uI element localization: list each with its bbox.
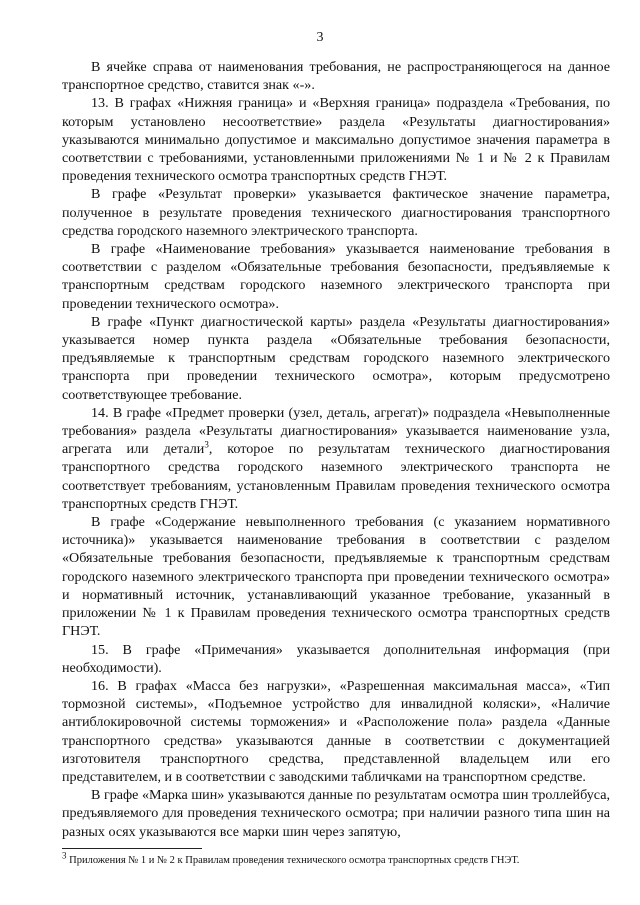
body-text [62, 58, 610, 841]
paragraph-16: 16. В графах «Масса без нагрузки», «Разрешенная максимальная масса», «Тип тормозной системы», «Подъемное устройство для инвалидной коляски», «Наличие антиблокировочной системы торможения» и «Расположение пола» раздела «Данные транспортного средства» указываются данные в соответствии с документацией изготовителя транспортного средства, представленной владельцем или его представителем, и в соответствии с заводскими табличками на транспортном средстве. [62, 677, 610, 785]
paragraph-requirement-name: В графе «Наименование требования» указывается наименование требования в соответствии с разделом «Обязательные требования безопасности, предъявляемые к транспортным средствам городского наземного электрического транспорта при проведении технического осмотра». [62, 241, 610, 312]
paragraph-unmet-requirement: В графе «Содержание невыполненного требования (с указанием нормативного источника)» указывается наименование требования в соответствии с разделом «Обязательные требования безопасности, предъявляемые к транспортным средствам городского наземного электрического транспорта при проведении технического осмотра» и нормативный источник, устанавливающий указанное требование, указанный в приложении № 1 к Правилам проведения технического осмотра транспортных средств ГНЭТ. [62, 514, 610, 640]
paragraph-14-text: 14. В графе «Предмет проверки (узел, деталь, агрегат)» подраздела «Невыполненные требования» раздела «Результаты диагностирования» указывается наименование узла, агрегата или детали [62, 404, 610, 458]
paragraph-15: 15. В графе «Примечания» указывается дополнительная информация (при необходимости). [62, 641, 610, 676]
footnote [62, 850, 610, 867]
paragraph-14-text-continued: , которое по результатам технического диагностирования транспортного средства городского наземного электрического транспорта не соответствует требованиям, установленным Правилам проведения технического осмотра транспортных средств ГНЭТ. [62, 441, 610, 512]
paragraph-empty-cell-sign: В ячейке справа от наименования требования, не распространяющегося на данное транспортное средство, ставится знак «-». [62, 59, 610, 94]
page-number: 3 [316, 30, 324, 45]
footnote-text: Приложения № 1 и № 2 к Правилам проведения технического осмотра транспортных средств ГНЭТ. [66, 855, 520, 866]
paragraph-tire-brand: В графе «Марка шин» указываются данные по результатам осмотра шин троллейбуса, предъявляемого для проведения технического осмотра; при наличии разного типа шин на разных осях указываются все марки шин через запятую, [62, 787, 610, 840]
footnote-separator [62, 848, 202, 849]
paragraph-14 [62, 404, 610, 513]
paragraph-diagnostic-card-item: В графе «Пункт диагностической карты» раздела «Результаты диагностирования» указывается номер пункта раздела «Обязательные требования безопасности, предъявляемые к транспортным средствам городского наземного электрического транспорта при проведении технического осмотра», которым предусмотрено соответствующее требование. [62, 313, 610, 403]
paragraph-check-result: В графе «Результат проверки» указывается фактическое значение параметра, полученное в результате проведения технического диагностирования транспортного средства городского наземного электрического транспорта. [62, 186, 610, 239]
paragraph-13: 13. В графах «Нижняя граница» и «Верхняя граница» подраздела «Требования, по которым установлено несоответствие» раздела «Результаты диагностирования» указываются минимально допустимое и максимально допустимое значения параметра в соответствии с требованиями, установленными приложениями № 1 и № 2 к Правилам проведения технического осмотра транспортных средств ГНЭТ. [62, 95, 610, 185]
footnote-reference: 3 [204, 439, 209, 450]
footnote-marker: 3 [62, 850, 67, 861]
